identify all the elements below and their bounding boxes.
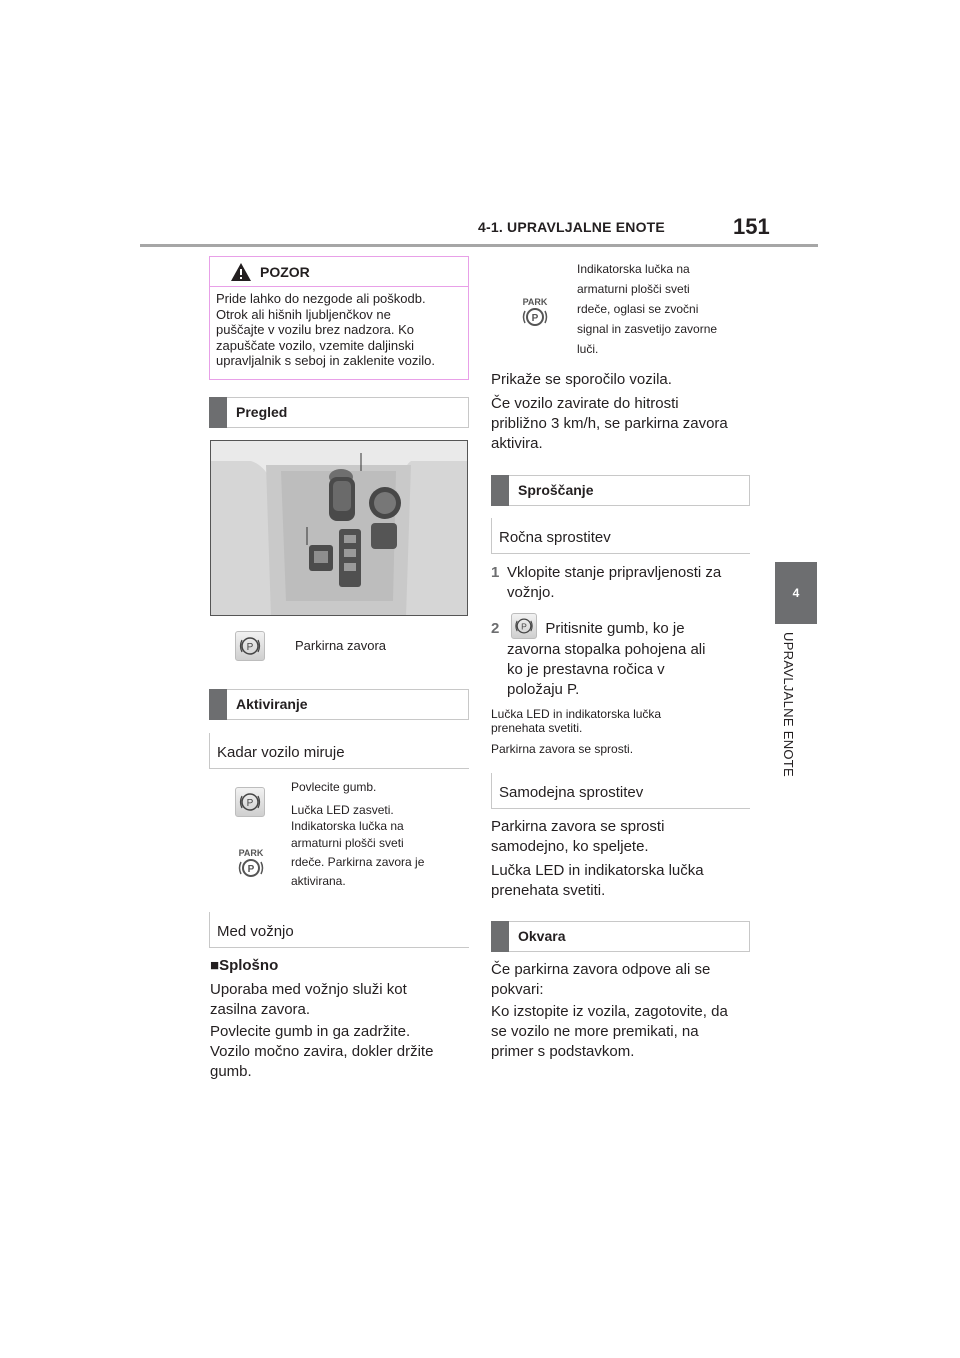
svg-text:P: P: [247, 864, 255, 875]
text-line: Če vozilo zavirate do hitrosti: [491, 395, 679, 412]
warning-line: Pride lahko do nezgode ali poškodb.: [216, 291, 426, 306]
text-line: Uporaba med vožnjo služi kot: [210, 981, 407, 998]
warning-text: [210, 287, 468, 369]
text-line: Vklopite stanje pripravljenosti za: [507, 564, 722, 581]
text-line: se vozilo ne more premikati, na: [491, 1023, 699, 1040]
warning-line: Otrok ali hišnih ljubljenčkov ne: [216, 306, 391, 322]
text-line: signal in zasvetijo zavorne: [577, 322, 718, 336]
park-indicator-icon: [236, 845, 266, 879]
paragraph-fault: [491, 960, 710, 1000]
paragraph-hold: [210, 1022, 433, 1082]
text-line: ko je prestavna ročica v: [507, 661, 665, 678]
text-line: pokvari:: [491, 981, 544, 998]
warning-title: POZOR: [260, 264, 310, 280]
parking-brake-label: Parkirna zavora: [295, 638, 387, 653]
text-line: vožnjo.: [507, 584, 555, 601]
svg-text:P: P: [531, 313, 539, 324]
section-aktiviranje-title: Aktiviranje: [236, 696, 308, 712]
section-title: 4-1. UPRAVLJALNE ENOTE: [478, 219, 665, 235]
indicator-text: [577, 259, 717, 359]
paragraph-speed: [491, 394, 728, 454]
page-number: 151: [733, 214, 770, 239]
text-line: Indikatorska lučka na: [577, 262, 690, 276]
svg-text:PARK: PARK: [238, 848, 264, 858]
step-2: [491, 616, 705, 700]
text-line: zavorna stopalka pohojena ali: [507, 641, 706, 658]
activation-text: [291, 778, 424, 891]
park-indicator-icon: [520, 294, 550, 328]
text-line: Parkirna zavora se sprosti: [491, 818, 665, 835]
text-line: rdeče. Parkirna zavora je: [291, 855, 425, 869]
parking-brake-button-icon: [235, 631, 265, 661]
vehicle-message: Prikaže se sporočilo vozila.: [491, 371, 672, 388]
paragraph-auto: [491, 817, 664, 857]
text-line: Povlecite gumb.: [291, 780, 377, 794]
warning-triangle-icon: [230, 262, 252, 282]
section-okvara: [491, 921, 750, 952]
console-photo: [210, 440, 468, 616]
step-number: 1: [491, 564, 500, 581]
section-okvara-title: Okvara: [518, 928, 566, 944]
section-sproscanje: [491, 475, 750, 506]
text-line: aktivira.: [491, 435, 543, 452]
paragraph-auto-led: [491, 861, 704, 901]
paragraph-exit: [491, 1002, 728, 1062]
warning-box: [209, 256, 469, 380]
general-heading: ■Splošno: [210, 957, 279, 974]
warning-line: upravljalnik s seboj in zaklenite vozilo.: [216, 353, 435, 368]
subheading-med-voznjo: Med vožnjo: [209, 912, 469, 948]
svg-text:PARK: PARK: [522, 297, 548, 307]
text-line: prenehata svetiti.: [491, 882, 606, 899]
text-line: prenehata svetiti.: [491, 721, 583, 735]
text-line: Ko izstopite iz vozila, zagotovite, da: [491, 1003, 728, 1020]
warning-header: [210, 257, 468, 287]
text-line: gumb.: [210, 1063, 252, 1080]
text-line: armaturni plošči sveti: [291, 836, 404, 850]
section-pregled-title: Pregled: [236, 404, 288, 420]
chapter-tab: 4: [775, 562, 817, 624]
parking-brake-button-icon: [511, 613, 537, 639]
svg-text:P: P: [246, 798, 254, 809]
text-line: rdeče, oglasi se zvočni: [577, 302, 699, 316]
svg-text:P: P: [246, 642, 254, 653]
svg-text:P: P: [521, 621, 528, 632]
subheading-kadar: Kadar vozilo miruje: [209, 733, 469, 769]
text-line: Če parkirna zavora odpove ali se: [491, 961, 711, 978]
text-line: približno 3 km/h, se parkirna zavora: [491, 415, 728, 432]
warning-line: puščajte v vozilu brez nadzora. Ko: [216, 322, 414, 337]
step-number: 2: [491, 619, 500, 637]
section-pregled: [209, 397, 469, 428]
text-line: aktivirana.: [291, 874, 346, 888]
center-console-illustration: [211, 441, 468, 616]
general-heading-text: Splošno: [219, 957, 279, 974]
subheading-samodejna: Samodejna sprostitev: [491, 773, 750, 809]
header-divider: [140, 244, 818, 247]
parking-brake-button-icon: [235, 787, 265, 817]
text-line: Vozilo močno zavira, dokler držite: [210, 1043, 434, 1060]
text-line: luči.: [577, 342, 599, 356]
section-sproscanje-title: Sproščanje: [518, 482, 594, 498]
text-line: Lučka LED in indikatorska lučka: [491, 862, 704, 879]
step-1: [491, 563, 721, 603]
text-line: Lučka LED zasveti.: [291, 803, 394, 817]
text-line: Indikatorska lučka na: [291, 819, 404, 833]
warning-line: zapuščate vozilo, vzemite daljinski: [216, 337, 414, 353]
text-line: Pritisnite gumb, ko je: [545, 619, 685, 637]
text-line: armaturni plošči sveti: [577, 282, 690, 296]
text-line: samodejno, ko speljete.: [491, 838, 649, 855]
text-line: Lučka LED in indikatorska lučka: [491, 707, 662, 721]
text-line: položaju P.: [507, 681, 580, 698]
text-line: Povlecite gumb in ga zadržite.: [210, 1023, 411, 1040]
chapter-side-label: UPRAVLJALNE ENOTE: [781, 632, 796, 778]
subheading-rocna: Ročna sprostitev: [491, 518, 750, 554]
text-line: zasilna zavora.: [210, 1001, 311, 1018]
section-aktiviranje: [209, 689, 469, 720]
text-line: primer s podstavkom.: [491, 1043, 635, 1060]
paragraph-emergency: [210, 980, 407, 1020]
led-off-text: [491, 707, 661, 735]
released-text: Parkirna zavora se sprosti.: [491, 742, 634, 756]
